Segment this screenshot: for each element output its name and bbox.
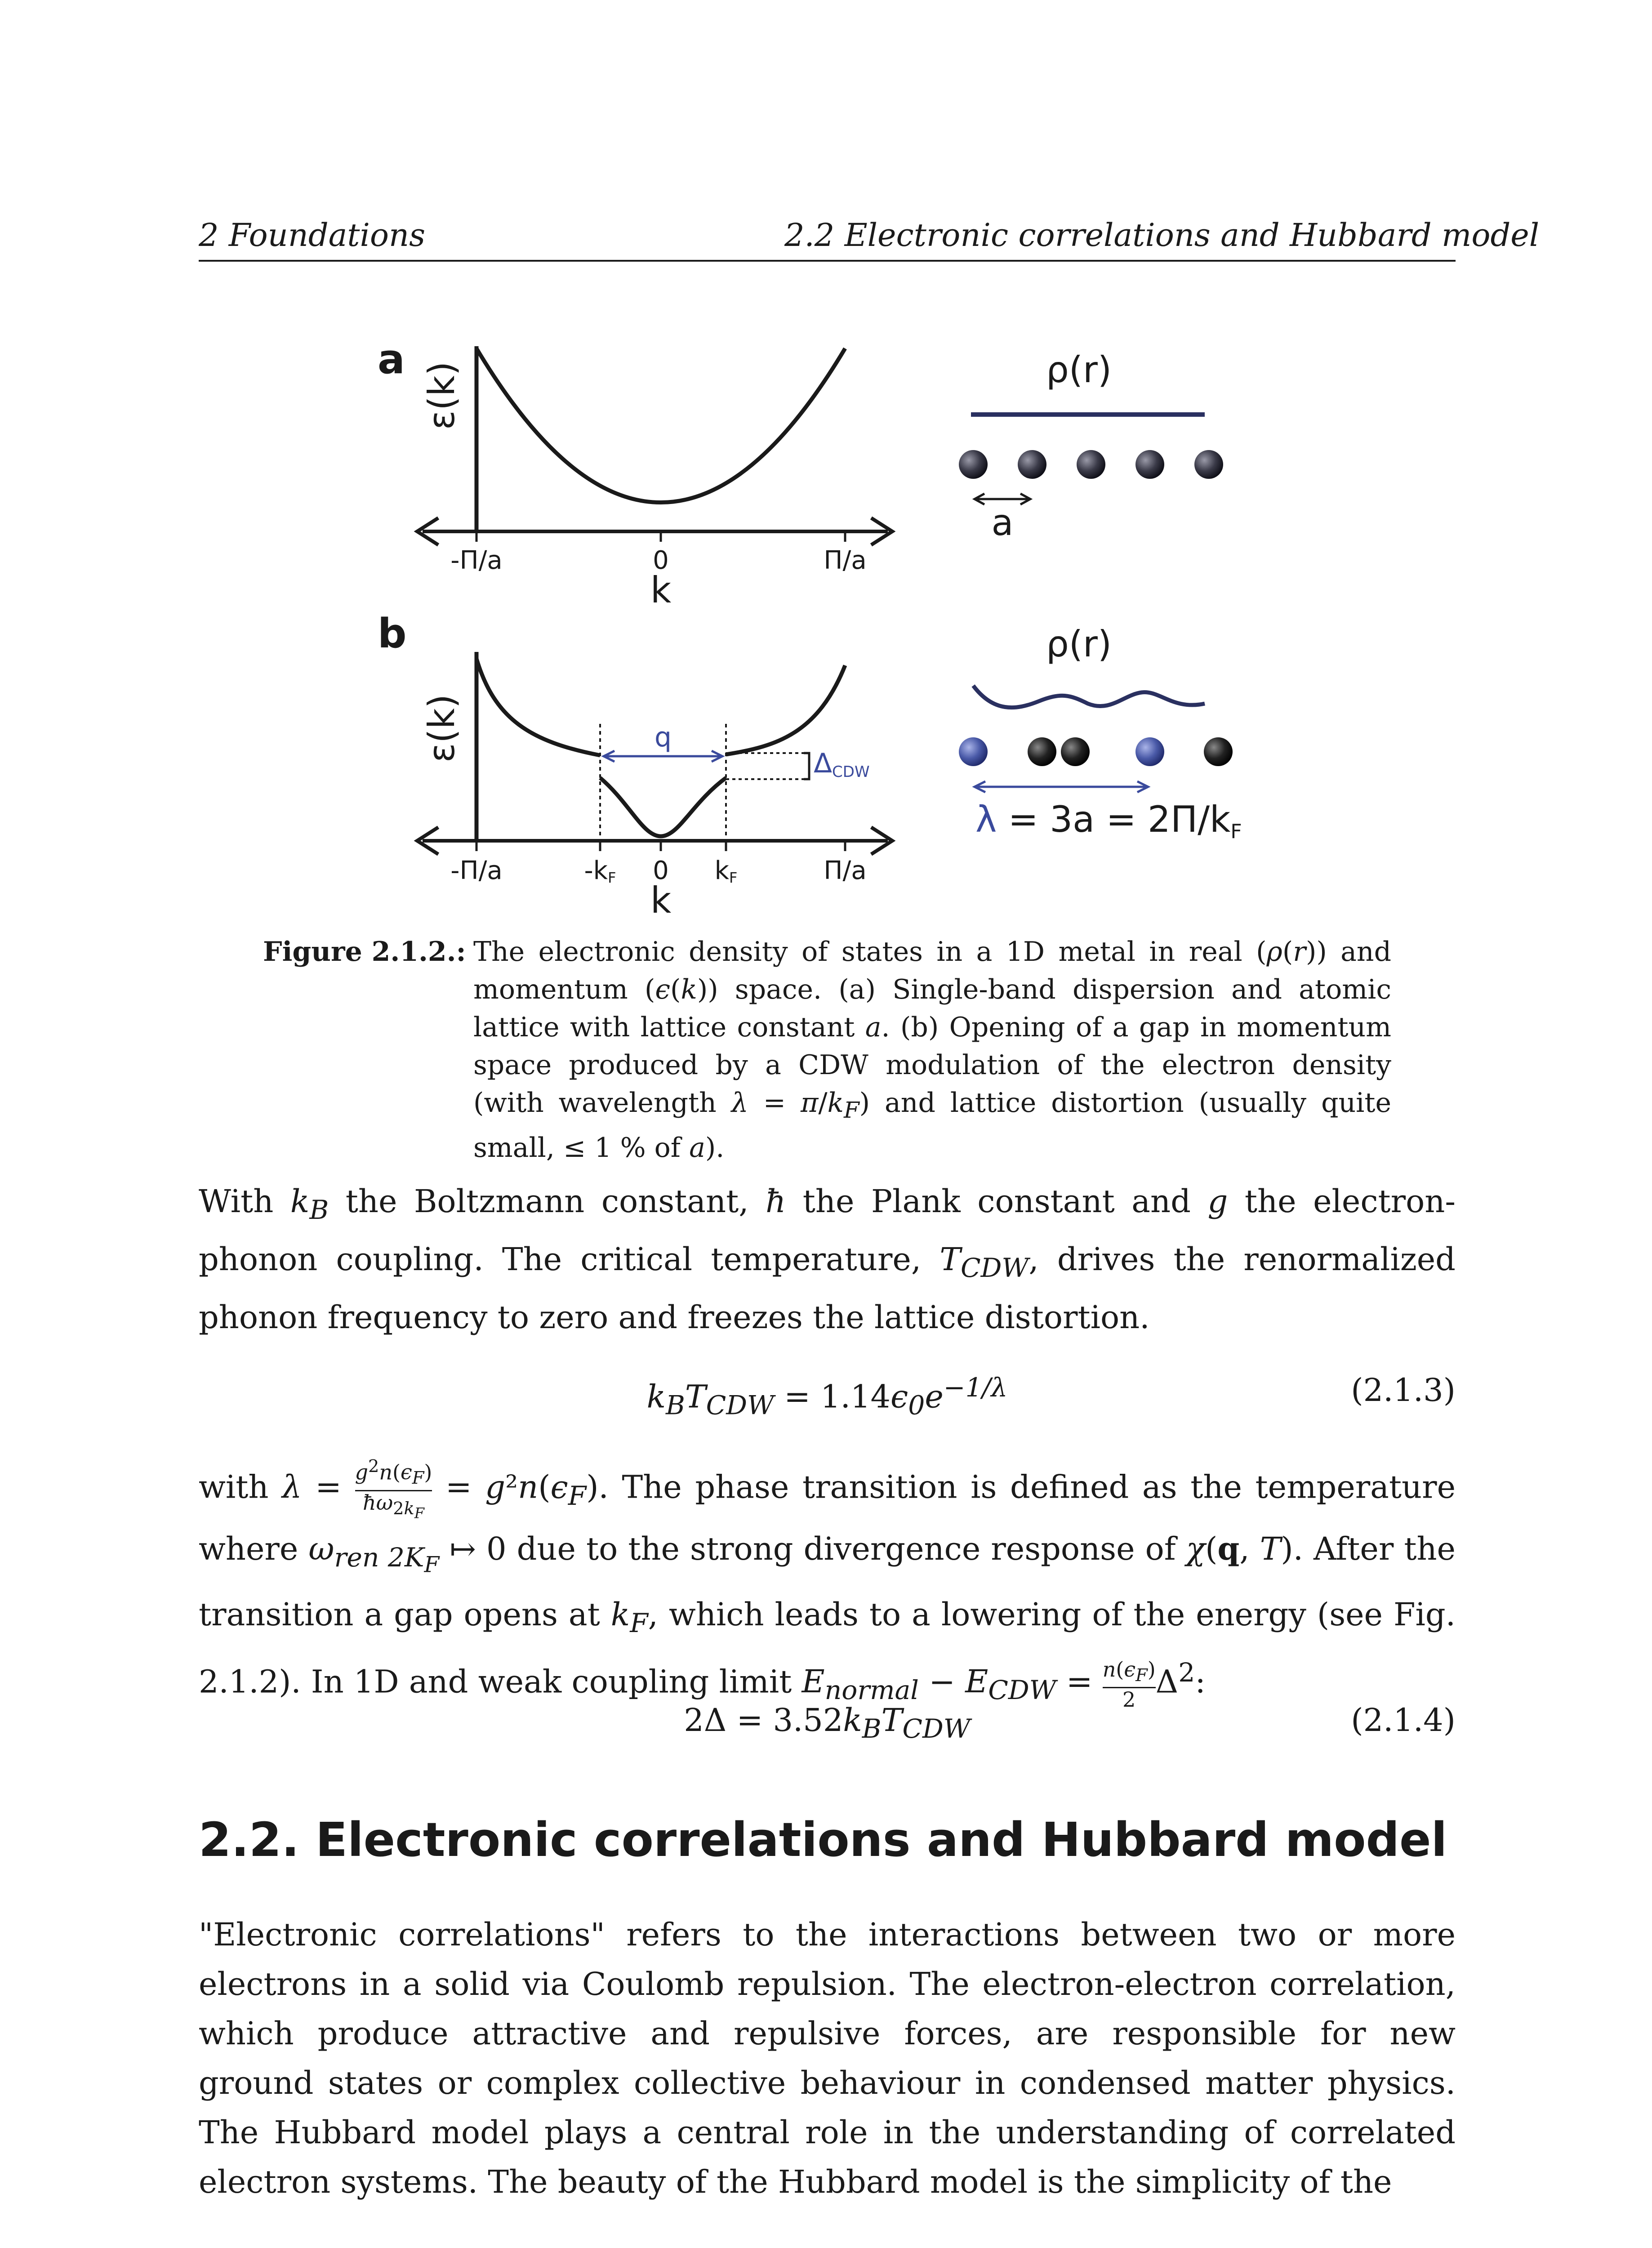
panel-b-atom <box>1028 737 1056 766</box>
figure-caption-label: Figure 2.1.2.: <box>263 936 466 968</box>
running-header-section: 2.2 Electronic correlations and Hubbard model <box>784 217 1540 254</box>
cdw-density-modulation-wave <box>973 686 1205 708</box>
panel-b-atom <box>1135 737 1164 766</box>
panel-b-density-label: ρ(r) <box>1046 623 1112 665</box>
nesting-vector-q-label: q <box>654 722 672 753</box>
figure-caption-text: The electronic density of states in a 1D metal in real (ρ(r)) and momentum (ϵ(k)) space. (a) Single-band dispersion and atomic lattice with lattice constant a. (b) Opening of a gap in momentum space produced by a CDW modulation of the electron density (with wavelength $\lambda = \pi/k_F$) and lattice distortion (usually quite small, ≤ 1 % of a). <box>473 936 1391 1164</box>
panel-a-dispersion-curve <box>476 348 845 503</box>
panel-a-atom <box>1135 450 1164 479</box>
panel-a-tick-label-neg-pi: -Π/a <box>450 546 503 575</box>
panel-b-atom <box>1061 737 1090 766</box>
panel-a-label: a <box>378 336 405 383</box>
panel-b-tick-label-zero: 0 <box>653 856 669 885</box>
panel-a-energy-axis-label: ε(k) <box>421 361 463 430</box>
header-rule <box>199 260 1456 262</box>
panel-b-upper-band-right <box>726 665 845 754</box>
figure-cdw-dispersion <box>351 315 1304 917</box>
panel-b-atom <box>1204 737 1233 766</box>
panel-a-atom <box>959 450 988 479</box>
panel-a-tick-label-pi: Π/a <box>824 546 867 575</box>
section-heading: 2.2. Electronic correlations and Hubbard model <box>199 1812 1447 1867</box>
panel-a-density-label: ρ(r) <box>1046 349 1112 391</box>
equation-2-1-3-number: (2.1.3) <box>1351 1372 1456 1409</box>
equation-2-1-3-body: $k_BT_{CDW} = 1.14\epsilon_0e^{-1/\lambda}$ <box>646 1372 1008 1421</box>
panel-a-atom <box>1018 450 1046 479</box>
panel-b-tick-label-pi: Π/a <box>824 856 867 885</box>
panel-b-label: b <box>378 610 407 657</box>
panel-b-lower-band <box>600 778 726 836</box>
paragraph-phase-transition: with λ = $\frac{g^2n(\epsilon_F)}{ħ\omega_{2k_F}}$ = $g^2n(\epsilon_F)$. The phase transition is defined as the temperature where $\omega_{ren 2K_F}$ ↦ 0 due to the strong divergence response of χ(q, T). After the transition a gap opens at $k_F$, which leads to a lowering of the energy (see Fig. 2.1.2). In 1D and weak coupling limit $E_{normal} - E_{CDW}$ = $\frac{n(\epsilon_F)}{2}$ $\Delta^2$: <box>199 1456 1456 1712</box>
panel-b-atom <box>959 737 988 766</box>
panel-b-tick-label-kf: kF <box>714 856 738 886</box>
gap-bracket <box>804 753 809 779</box>
panel-a-tick-label-zero: 0 <box>653 546 669 575</box>
cdw-wavelength-label: λ = 3a = 2Π/kF <box>975 798 1242 843</box>
panel-a-atom <box>1077 450 1105 479</box>
panel-a-atom <box>1194 450 1223 479</box>
panel-b-k-axis-label: k <box>650 879 672 917</box>
equation-2-1-4-body: $2\Delta = 3.52k_BT_{CDW}$ <box>684 1702 971 1744</box>
panel-b-energy-axis-label: ε(k) <box>421 694 463 763</box>
equation-2-1-4-number: (2.1.4) <box>1351 1702 1456 1739</box>
cdw-gap-label: ΔCDW <box>814 748 870 781</box>
paragraph-electronic-correlations: "Electronic correlations" refers to the interactions between two or more electrons in a solid via Coulomb repulsion. The electron-electron correlation, which produce attractive and repulsive forces, are responsible for new ground states or complex collective behaviour in condensed matter physics. The Hubbard model plays a central role in the understanding of correlated electron systems. The beauty of the Hubbard model is the simplicity of the <box>199 1916 1456 2200</box>
paragraph-constants: With $k_B$ the Boltzmann constant, ħ the Plank constant and g the electron-phonon coupling. The critical temperature, $T_{CDW}$, drives the renormalized phonon frequency to zero and freezes the lattice distortion. <box>199 1183 1456 1336</box>
panel-b-tick-label-neg-pi: -Π/a <box>450 856 503 885</box>
lattice-constant-label: a <box>991 502 1014 544</box>
panel-a-k-axis-label: k <box>650 569 672 611</box>
panel-b-upper-band-left <box>476 659 600 755</box>
running-header-chapter: 2 Foundations <box>199 217 426 254</box>
panel-b-tick-label-neg-kf: -kF <box>584 856 616 886</box>
